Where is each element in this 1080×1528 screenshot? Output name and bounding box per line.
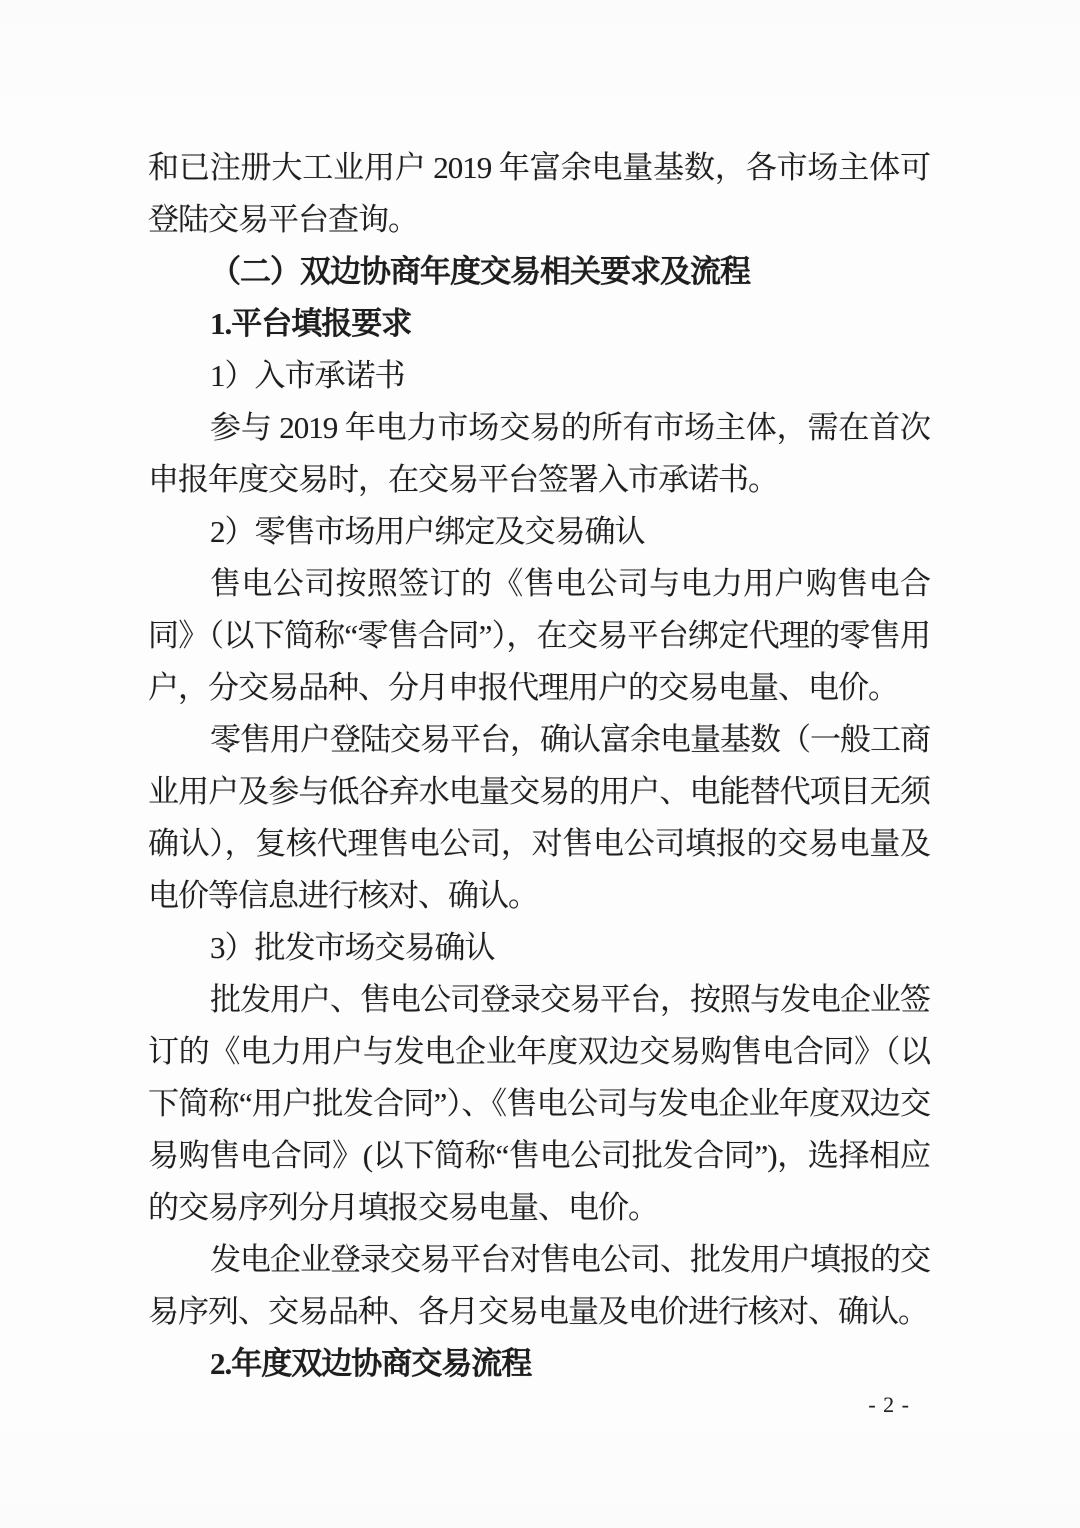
numbered-heading-2: 2.年度双边协商交易流程 [210, 1346, 532, 1381]
subheading-1: 1）入市承诺书 [210, 358, 405, 393]
numbered-heading-1: 1.平台填报要求 [210, 306, 412, 341]
subheading-2: 2）零售市场用户绑定及交易确认 [210, 514, 645, 549]
subheading-3: 3）批发市场交易确认 [210, 930, 495, 965]
body-paragraph: 批发用户、售电公司登录交易平台，按照与发电企业签订的《电力用户与发电企业年度双边交易购售电合同》（以下简称“用户批发合同”）、《售电公司与发电企业年度双边交易购售电合同》(以下简称“售电公司批发合同”)，选择相应的交易序列分月填报交易电量、电价。 [148, 982, 930, 1225]
section-heading-2: （二）双边协商年度交易相关要求及流程 [210, 254, 750, 289]
document-text-block [148, 142, 930, 1390]
body-paragraph: 发电企业登录交易平台对售电公司、批发用户填报的交易序列、交易品种、各月交易电量及电价进行核对、确认。 [148, 1242, 930, 1329]
paragraph-continuation: 和已注册大工业用户 2019 年富余电量基数，各市场主体可登陆交易平台查询。 [148, 150, 930, 237]
body-paragraph: 参与 2019 年电力市场交易的所有市场主体，需在首次申报年度交易时，在交易平台签署入市承诺书。 [148, 410, 930, 497]
body-paragraph: 售电公司按照签订的《售电公司与电力用户购售电合同》（以下简称“零售合同”），在交易平台绑定代理的零售用户，分交易品种、分月申报代理用户的交易电量、电价。 [148, 566, 930, 705]
body-paragraph: 零售用户登陆交易平台，确认富余电量基数（一般工商业用户及参与低谷弃水电量交易的用户、电能替代项目无须确认），复核代理售电公司，对售电公司填报的交易电量及电价等信息进行核对、确认。 [148, 722, 930, 913]
page-number: - 2 - [868, 1392, 910, 1417]
